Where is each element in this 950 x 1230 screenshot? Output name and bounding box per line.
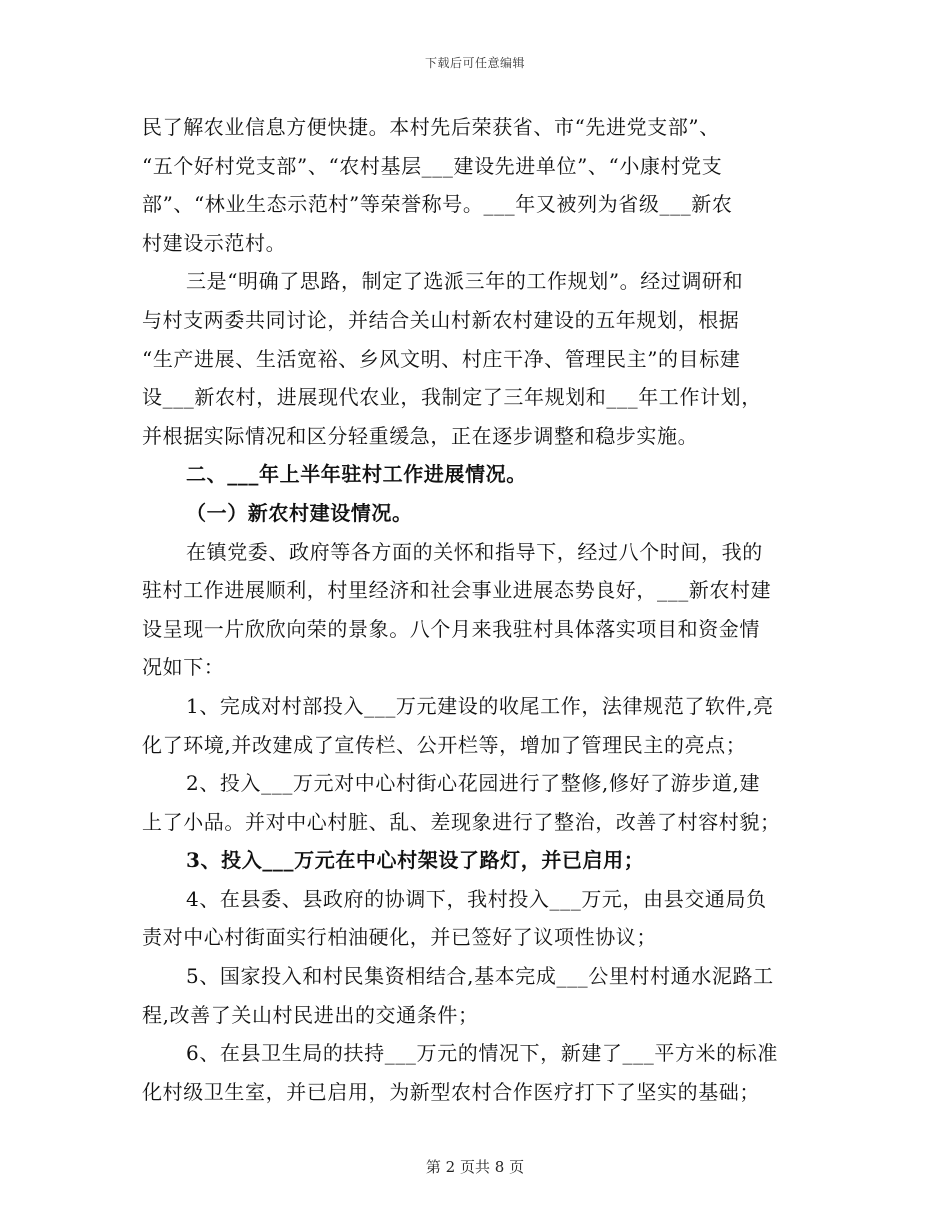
list-item: 2、投入___万元对中心村街心花园进行了整修,修好了游步道,建 — [186, 771, 761, 796]
list-item: 4、在县委、县政府的协调下，我村投入___万元，由县交通局负 — [186, 886, 767, 911]
text-line: “五个好村党支部”、“农村基层___建设先进单位”、“小康村党支 — [142, 153, 723, 178]
text-line: 化了环境,并改建成了宣传栏、公开栏等，增加了管理民主的亮点； — [142, 732, 747, 757]
document-body — [142, 108, 810, 1111]
text-line: 在镇党委、政府等各方面的关怀和指导下，经过八个时间，我的 — [186, 539, 763, 564]
list-item: 5、国家投入和村民集资相结合,基本完成___公里村村通水泥路工 — [186, 964, 774, 989]
page-number: 第 2 页共 8 页 — [425, 1158, 525, 1176]
text-line: 化村级卫生室，并已启用，为新型农村合作医疗打下了坚实的基础； — [142, 1079, 760, 1104]
text-line: 三是“明确了思路，制定了选派三年的工作规划”。经过调研和 — [186, 269, 744, 294]
text-line: “生产进展、生活宽裕、乡风文明、村庄干净、管理民主”的目标建 — [142, 346, 741, 371]
list-item: 6、在县卫生局的扶持___万元的情况下，新建了___平方米的标准 — [186, 1041, 778, 1066]
list-item: 1、完成对村部投入___万元建设的收尾工作，法律规范了软件,亮 — [186, 693, 774, 718]
text-line: 民了解农业信息方便快捷。本村先后荣获省、市“先进党支部”、 — [142, 115, 720, 139]
text-line: 设呈现一片欣欣向荣的景象。八个月来我驻村具体落实项目和资金情 — [142, 616, 760, 641]
text-line: 并根据实际情况和区分轻重缓急，正在逐步调整和稳步实施。 — [142, 423, 699, 448]
text-line: 与村支两委共同讨论，并结合关山村新农村建设的五年规划，根据 — [142, 307, 740, 332]
text-line: 责对中心村街面实行柏油硬化，并已签好了议项性协议； — [142, 925, 657, 950]
text-line: 上了小品。并对中心村脏、乱、差现象进行了整治，改善了村容村貌； — [142, 809, 781, 834]
text-line: 驻村工作进展顺利，村里经济和社会事业进展态势良好，___新农村建 — [142, 578, 772, 603]
text-line: 部”、“林业生态示范村”等荣誉称号。___年又被列为省级___新农 — [142, 192, 733, 217]
text-line: 设___新农村，进展现代农业，我制定了三年规划和___年工作计划， — [142, 385, 762, 410]
page-header: 下载后可任意编辑 — [424, 56, 525, 70]
text-line: 况如下： — [142, 655, 225, 680]
list-item: 3、投入___万元在中心村架设了路灯，并已启用； — [186, 848, 645, 873]
section-heading: 二、___年上半年驻村工作进展情况。 — [186, 462, 527, 487]
text-line: 程,改善了关山村民进出的交通条件； — [142, 1002, 479, 1027]
subsection-heading: （一）新农村建设情况。 — [186, 500, 413, 525]
text-line: 村建设示范村。 — [142, 230, 287, 255]
